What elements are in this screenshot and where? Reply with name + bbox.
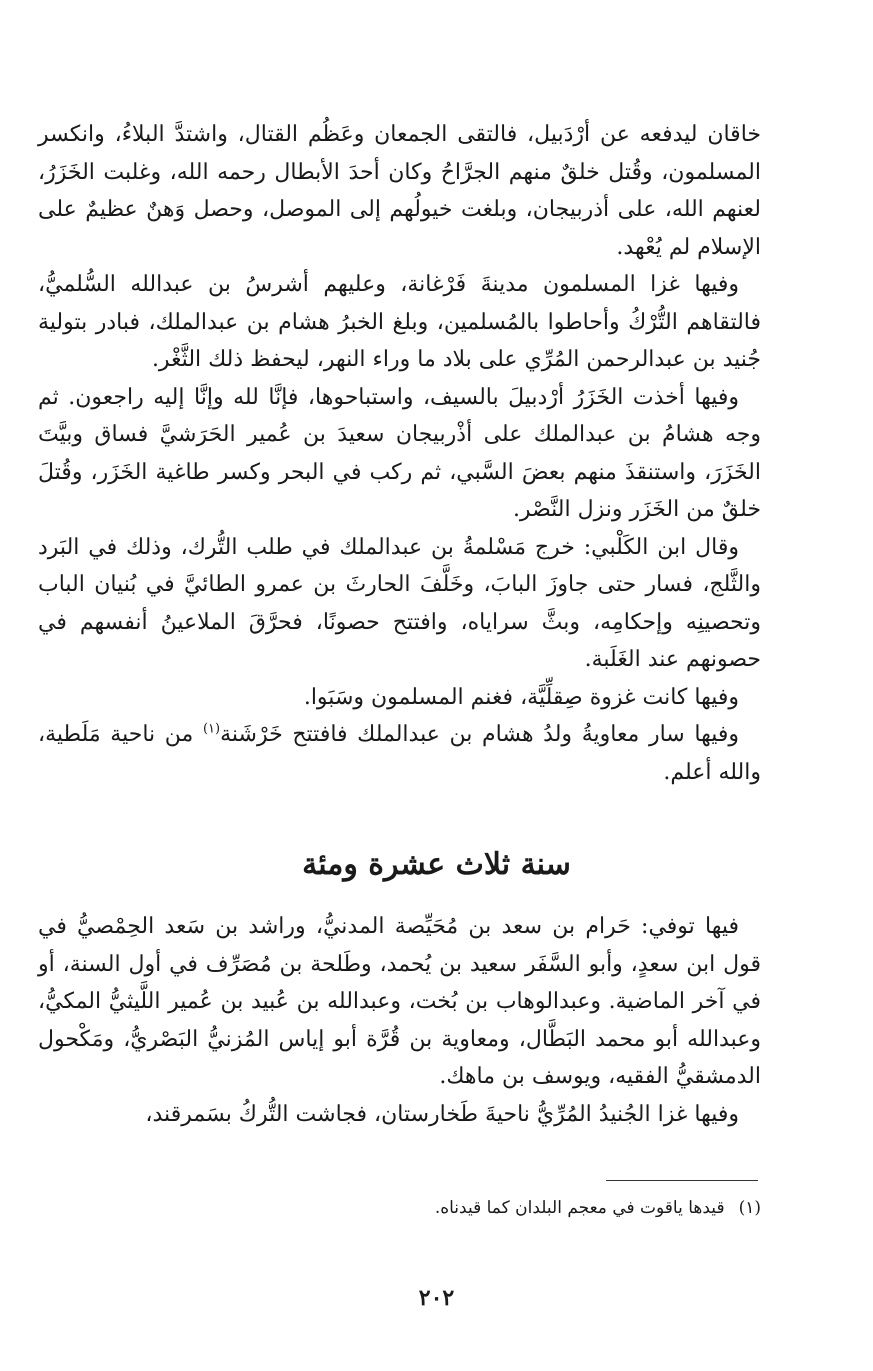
- paragraph: وفيها كانت غزوة صِقلِّيَّة، فغنم المسلمون وسَبَوا.: [303, 684, 739, 710]
- footnote-number: (١): [738, 1198, 761, 1218]
- paragraph: وقال ابن الكَلْبي: خرج مَسْلمةُ بن عبدالملك في طلب التُّرك، وذلك في البَرد والثَّلج، فسار حتى جاوزَ البابَ، وخَلَّفَ الحارثَ بن عمرو الطائيَّ في بُنيان الباب وتحصينِه وإحكامِه، وبثَّ سراياه، وافتتح حصونًا، فحرَّقَ الملاعينُ أنفسهم في حصونهم عند الغَلَبة.: [38, 534, 761, 672]
- paragraph: خاقان ليدفعه عن أرْدَبيل، فالتقى الجمعان وعَظُم القتال، واشتدَّ البلاءُ، وانكسر المسلمون، وقُتل خلقٌ منهم الجرَّاحُ وكان أحدَ الأبطال رحمه الله، وغلبت الخَزَرُ، لعنهم الله، على أذربيجان، وبلغت خيولُهم إلى الموصل، وحصل وَهنٌ عظيمٌ على الإسلام لم يُعْهد.: [38, 122, 761, 260]
- paragraph: وفيها غزا الجُنيدُ المُرِّيُّ ناحيةَ طَخارستان، فجاشت التُّركُ بسَمرقند،: [145, 1101, 739, 1127]
- bottom-text-block: [38, 908, 761, 1133]
- paragraph-text-before: وفيها سار معاويةُ ولدُ هشام بن عبدالملك فافتتح خَرْشَنة: [220, 722, 739, 747]
- paragraph: وفيها أخذت الخَزَرُ أرْدبيلَ بالسيف، واستباحوها، فإنَّا لله وإنَّا إليه راجعون. ثم وجه هشامُ بن عبدالملك على أذْربيجان سعيدَ بن عُمير الحَرَشيَّ فساق وبيَّتَ الخَزَرَ، واستنقذَ منهم بعضَ السَّبي، ثم ركب في البحر وكسر طاغية الخَزَر، وقُتلَ خلقٌ من الخَزَر ونزل النَّصْر.: [38, 384, 761, 522]
- section-heading: سنة ثلاث عشرة ومئة: [302, 847, 571, 882]
- footnote: [435, 1196, 761, 1220]
- top-text-block: [38, 116, 761, 791]
- paragraph: وفيها غزا المسلمون مدينةَ فَرْغانة، وعليهم أشرسُ بن عبدالله السُّلميُّ، فالتقاهم التُّرْكُ وأحاطوا بالمُسلمين، وبلغ الخبرُ هشام بن عبدالملك، فبادر بتولية جُنيد بن عبدالرحمن المُرِّي على بلاد ما وراء النهر، ليحفظ ذلك الثَّغْر.: [38, 272, 762, 372]
- footnote-marker: (١): [202, 721, 221, 737]
- paragraph-with-footnote: [38, 716, 761, 791]
- footnote-text: قيدها ياقوت في معجم البلدان كما قيدناه.: [434, 1198, 725, 1218]
- page-number: ٢٠٢: [418, 1285, 455, 1311]
- footnote-divider: [606, 1180, 758, 1181]
- paragraph-text-after: من ناحية مَلَطية، والله أعلم.: [38, 722, 761, 785]
- paragraph: فيها توفي: حَرام بن سعد بن مُحَيِّصة المدنيُّ، وراشد بن سَعد الحِمْصيُّ في قول ابن سعدٍ، وأبو السَّفَر سعيد بن يُحمد، وطَلحة بن مُصَرِّف في أول السنة، أو في آخر الماضية. وعبدالوهاب بن بُخت، وعبدالله بن عُبيد بن عُمير اللَّيثيُّ المكيُّ، وعبدالله أبو محمد البَطَّال، ومعاوية بن قُرَّة أبو إياس المُزنيُّ البَصْريُّ، ومَكْحول الدمشقيُّ الفقيه، ويوسف بن ماهك.: [38, 914, 761, 1089]
